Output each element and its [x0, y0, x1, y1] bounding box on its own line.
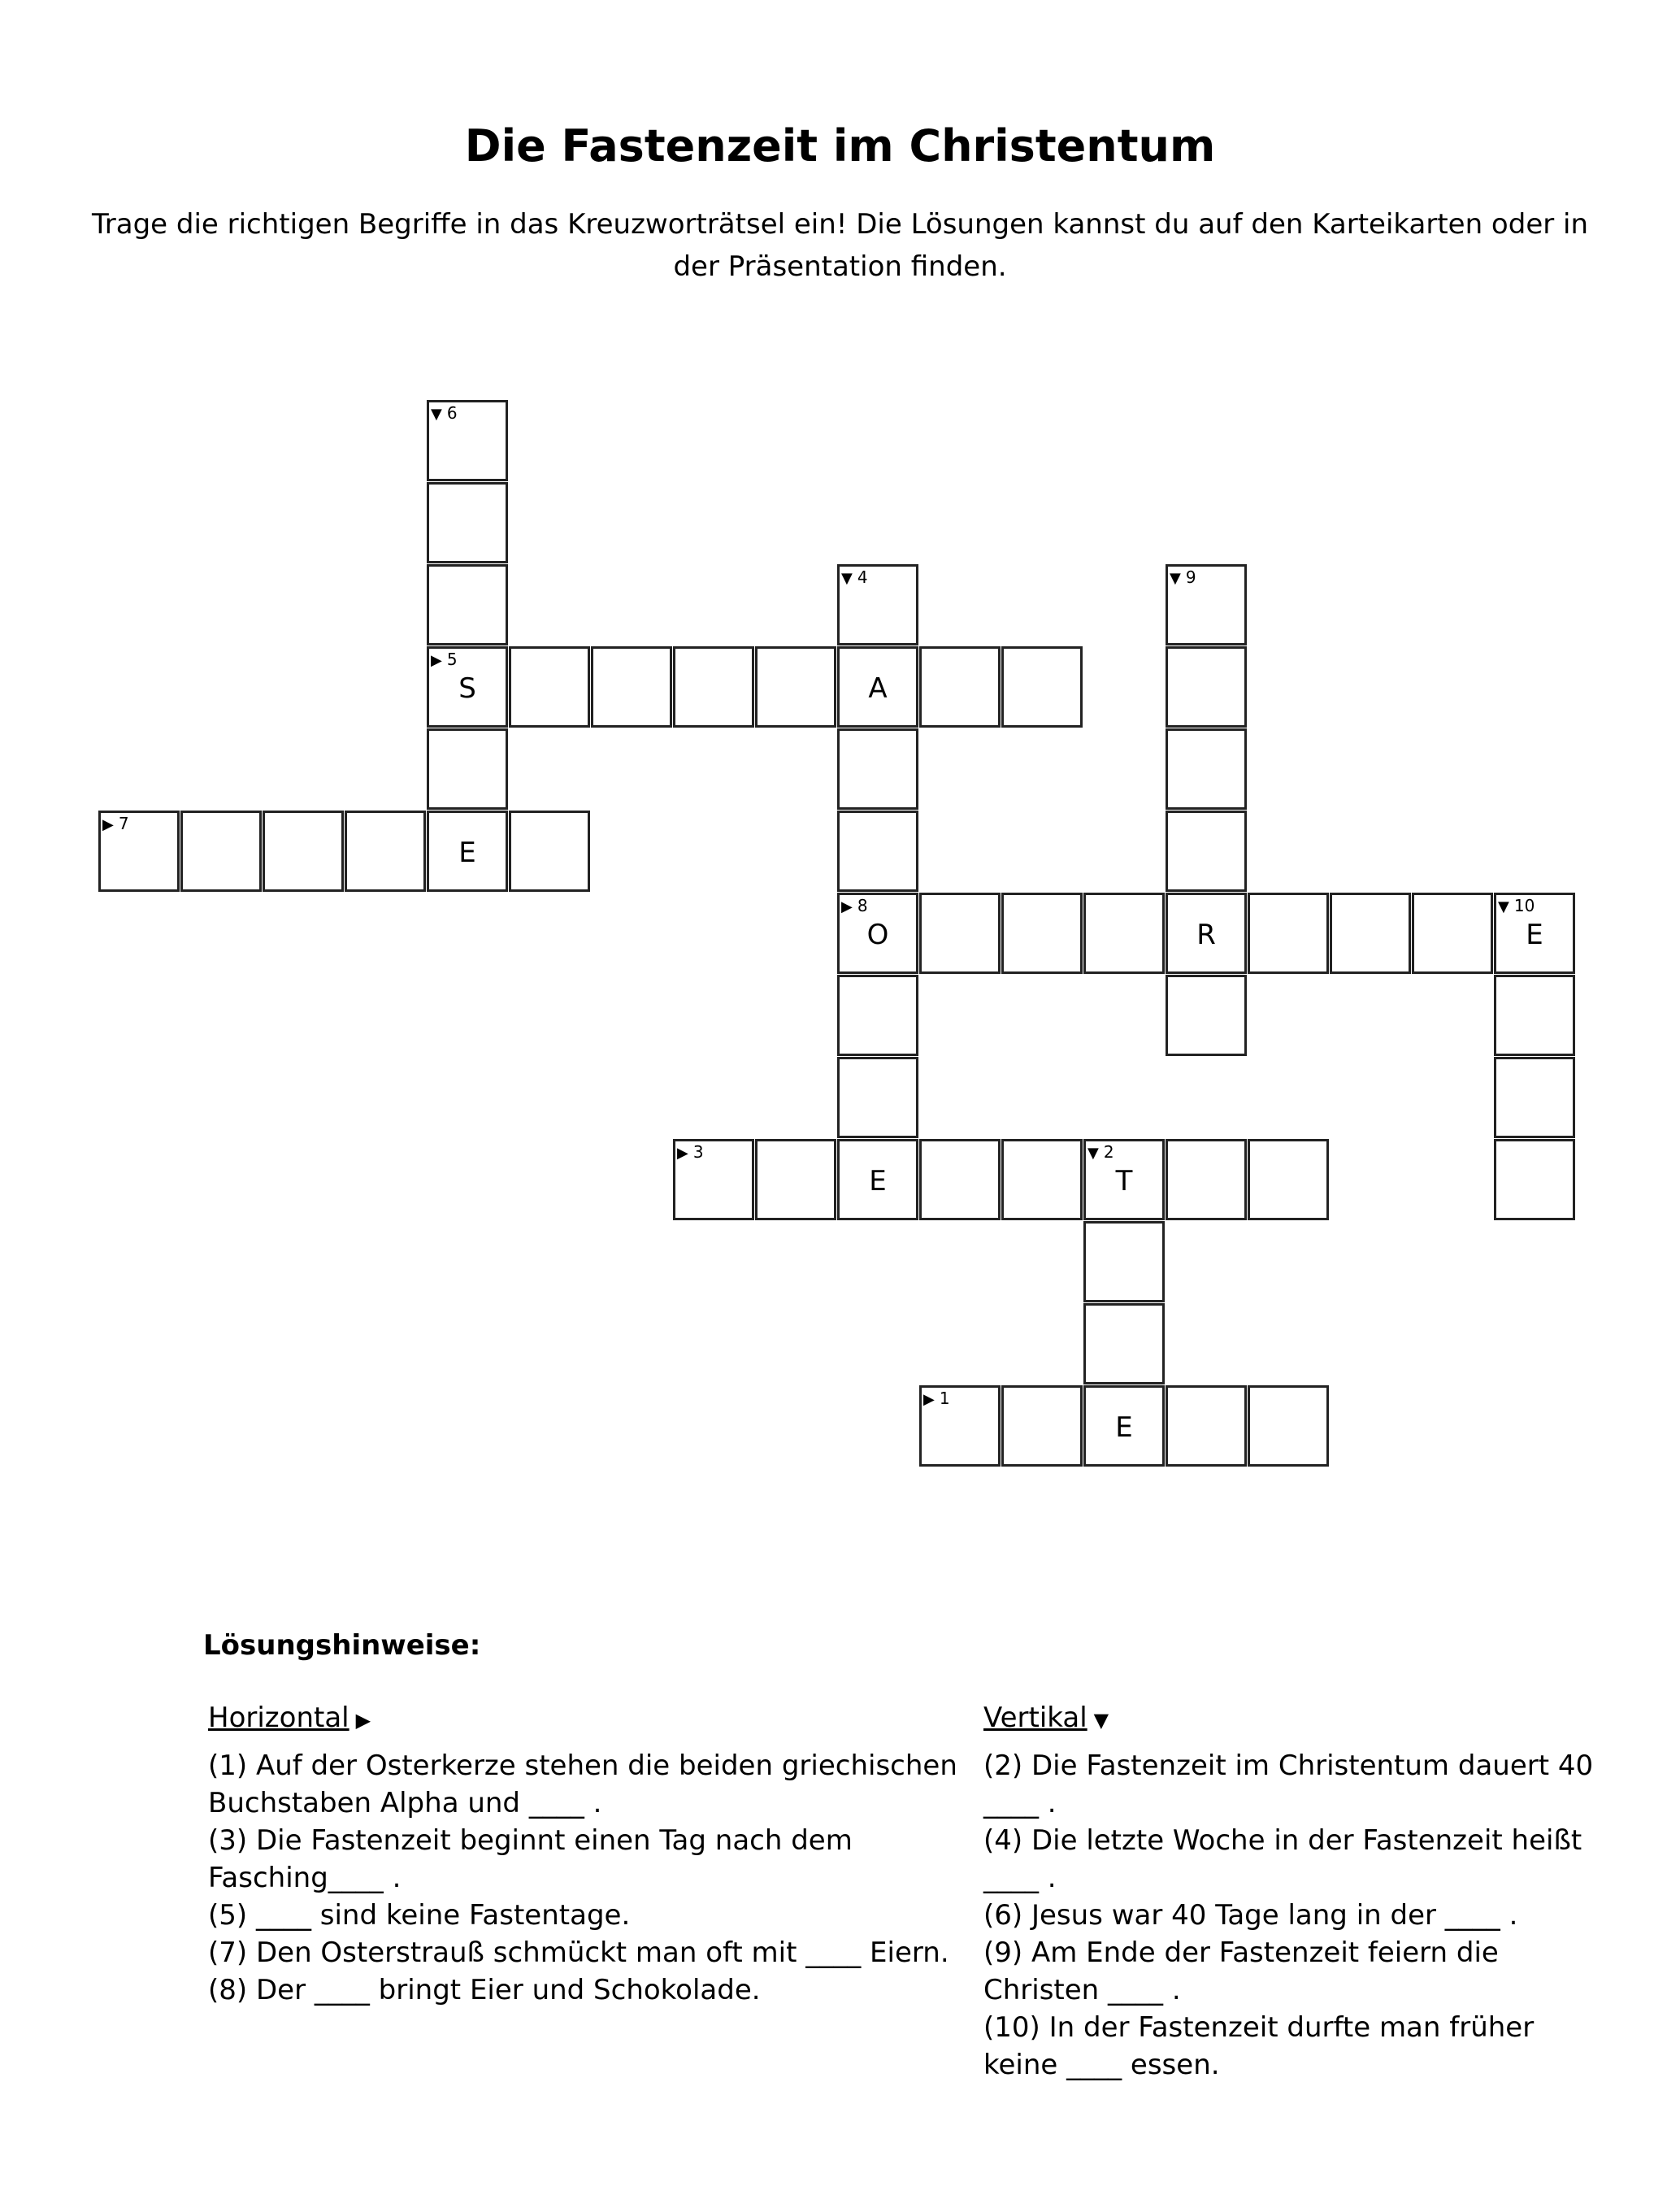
- crossword-cell[interactable]: [427, 811, 508, 892]
- crossword-cell[interactable]: [1166, 893, 1247, 974]
- crossword-cell[interactable]: [1083, 893, 1165, 974]
- crossword-cell[interactable]: [919, 893, 1001, 974]
- clue-number: ▼ 9: [1170, 567, 1196, 587]
- crossword-cell[interactable]: [673, 1139, 754, 1220]
- vertical-clues: [983, 1699, 1601, 2084]
- horizontal-heading: Horizontal ▶: [208, 1699, 976, 1739]
- crossword-cell[interactable]: [1001, 893, 1083, 974]
- given-letter: R: [1196, 919, 1216, 951]
- clue-number: ▶ 5: [431, 650, 458, 669]
- crossword-cell[interactable]: [1494, 975, 1575, 1056]
- crossword-cell[interactable]: [1248, 1139, 1329, 1220]
- crossword-cell[interactable]: [427, 564, 508, 645]
- horizontal-clues: [208, 1699, 976, 2009]
- crossword-cell[interactable]: [1001, 646, 1083, 728]
- crossword-cell[interactable]: [1330, 893, 1411, 974]
- crossword-cell[interactable]: [1166, 1385, 1247, 1467]
- crossword-cell[interactable]: [345, 811, 426, 892]
- crossword-cell[interactable]: [509, 811, 590, 892]
- crossword-cell[interactable]: [837, 646, 918, 728]
- crossword-cell[interactable]: [1001, 1385, 1083, 1467]
- crossword-cell[interactable]: [427, 400, 508, 481]
- crossword-cell[interactable]: [591, 646, 672, 728]
- crossword-cell[interactable]: [1166, 975, 1247, 1056]
- given-letter: E: [458, 837, 476, 869]
- crossword-cell[interactable]: [919, 1139, 1001, 1220]
- crossword-cell[interactable]: [1083, 1385, 1165, 1467]
- crossword-cell[interactable]: [919, 1385, 1001, 1467]
- given-letter: E: [1526, 919, 1543, 951]
- given-letter: O: [866, 919, 889, 951]
- crossword-cell[interactable]: [1001, 1139, 1083, 1220]
- instructions: Trage die richtigen Begriffe in das Kreuzworträtsel ein! Die Lösungen kannst du auf den Karteikarten oder in der Präsentation finden.: [91, 208, 1589, 283]
- crossword-cell[interactable]: [1083, 1303, 1165, 1384]
- down-arrow-icon: ▼: [1498, 898, 1509, 915]
- down-arrow-icon: ▼: [1170, 570, 1181, 587]
- crossword-cell[interactable]: [1494, 1057, 1575, 1138]
- crossword-cell[interactable]: [837, 1057, 918, 1138]
- given-letter: E: [1115, 1411, 1133, 1444]
- crossword-cell[interactable]: [1166, 1139, 1247, 1220]
- crossword-cell[interactable]: [755, 646, 836, 728]
- right-arrow-icon: ▶: [102, 816, 114, 833]
- crossword-cell[interactable]: [1166, 728, 1247, 810]
- crossword-cell[interactable]: [1494, 1139, 1575, 1220]
- clue-5: (5) ____ sind keine Fastentage.: [208, 1899, 631, 1932]
- given-letter: E: [869, 1165, 887, 1197]
- crossword-cell[interactable]: [673, 646, 754, 728]
- clue-number: ▼ 10: [1498, 896, 1535, 915]
- crossword-cell[interactable]: [427, 646, 508, 728]
- down-arrow-icon: ▼: [1087, 1145, 1099, 1162]
- crossword-cell[interactable]: [509, 646, 590, 728]
- clue-number: ▶ 8: [841, 896, 868, 915]
- clue-number: ▶ 3: [677, 1142, 704, 1162]
- clue-8: (8) Der ____ bringt Eier und Schokolade.: [208, 1974, 761, 2006]
- right-arrow-icon: ▶: [841, 898, 853, 915]
- crossword-cell[interactable]: [837, 893, 918, 974]
- clue-4: (4) Die letzte Woche in der Fastenzeit heißt ____ .: [983, 1824, 1582, 1894]
- hints-heading: Lösungshinweise:: [203, 1629, 481, 1662]
- right-arrow-icon: ▶: [677, 1145, 688, 1162]
- crossword-cell[interactable]: [1083, 1221, 1165, 1302]
- down-arrow-icon: ▼: [431, 406, 442, 423]
- clue-number: ▶ 1: [923, 1389, 950, 1408]
- given-letter: A: [868, 672, 888, 705]
- right-arrow-icon: ▶: [431, 652, 442, 669]
- crossword-cell[interactable]: [1248, 893, 1329, 974]
- page-title: Die Fastenzeit im Christentum: [464, 120, 1216, 172]
- clue-1: (1) Auf der Osterkerze stehen die beiden griechischen Buchstaben Alpha und ____ .: [208, 1749, 957, 1819]
- clue-9: (9) Am Ende der Fastenzeit feiern die Christen ____ .: [983, 1936, 1499, 2006]
- crossword-cell[interactable]: [755, 1139, 836, 1220]
- crossword-cell[interactable]: [263, 811, 344, 892]
- crossword-cell[interactable]: [837, 564, 918, 645]
- crossword-cell[interactable]: [427, 482, 508, 563]
- given-letter: T: [1115, 1165, 1133, 1197]
- crossword-cell[interactable]: [1412, 893, 1493, 974]
- clue-3: (3) Die Fastenzeit beginnt einen Tag nach dem Fasching____ .: [208, 1824, 853, 1894]
- clue-6: (6) Jesus war 40 Tage lang in der ____ .: [983, 1899, 1518, 1932]
- clue-10: (10) In der Fastenzeit durfte man früher keine ____ essen.: [983, 2011, 1535, 2081]
- crossword-cell[interactable]: [837, 811, 918, 892]
- clue-number: ▼ 2: [1087, 1142, 1114, 1162]
- crossword-cell[interactable]: [919, 646, 1001, 728]
- clue-number: ▶ 7: [102, 814, 129, 833]
- clue-2: (2) Die Fastenzeit im Christentum dauert 40 ____ .: [983, 1749, 1594, 1819]
- crossword-cell[interactable]: [1166, 811, 1247, 892]
- clue-number: ▼ 6: [431, 403, 458, 423]
- given-letter: S: [458, 672, 476, 705]
- crossword-cell[interactable]: [837, 1139, 918, 1220]
- right-arrow-icon: ▶: [923, 1391, 935, 1408]
- crossword-cell[interactable]: [1166, 646, 1247, 728]
- crossword-cell[interactable]: [837, 728, 918, 810]
- crossword-cell[interactable]: [1248, 1385, 1329, 1467]
- crossword-cell[interactable]: [427, 728, 508, 810]
- right-arrow-icon: ▶: [355, 1709, 371, 1732]
- crossword-cell[interactable]: [1166, 564, 1247, 645]
- vertical-heading: Vertikal ▼: [983, 1699, 1601, 1739]
- crossword-cell[interactable]: [1494, 893, 1575, 974]
- crossword-cell[interactable]: [837, 975, 918, 1056]
- crossword-cell[interactable]: [98, 811, 180, 892]
- down-arrow-icon: ▼: [1093, 1709, 1109, 1732]
- clue-number: ▼ 4: [841, 567, 868, 587]
- crossword-cell[interactable]: [180, 811, 262, 892]
- down-arrow-icon: ▼: [841, 570, 853, 587]
- clue-7: (7) Den Osterstrauß schmückt man oft mit ____ Eiern.: [208, 1936, 949, 1969]
- crossword-cell[interactable]: [1083, 1139, 1165, 1220]
